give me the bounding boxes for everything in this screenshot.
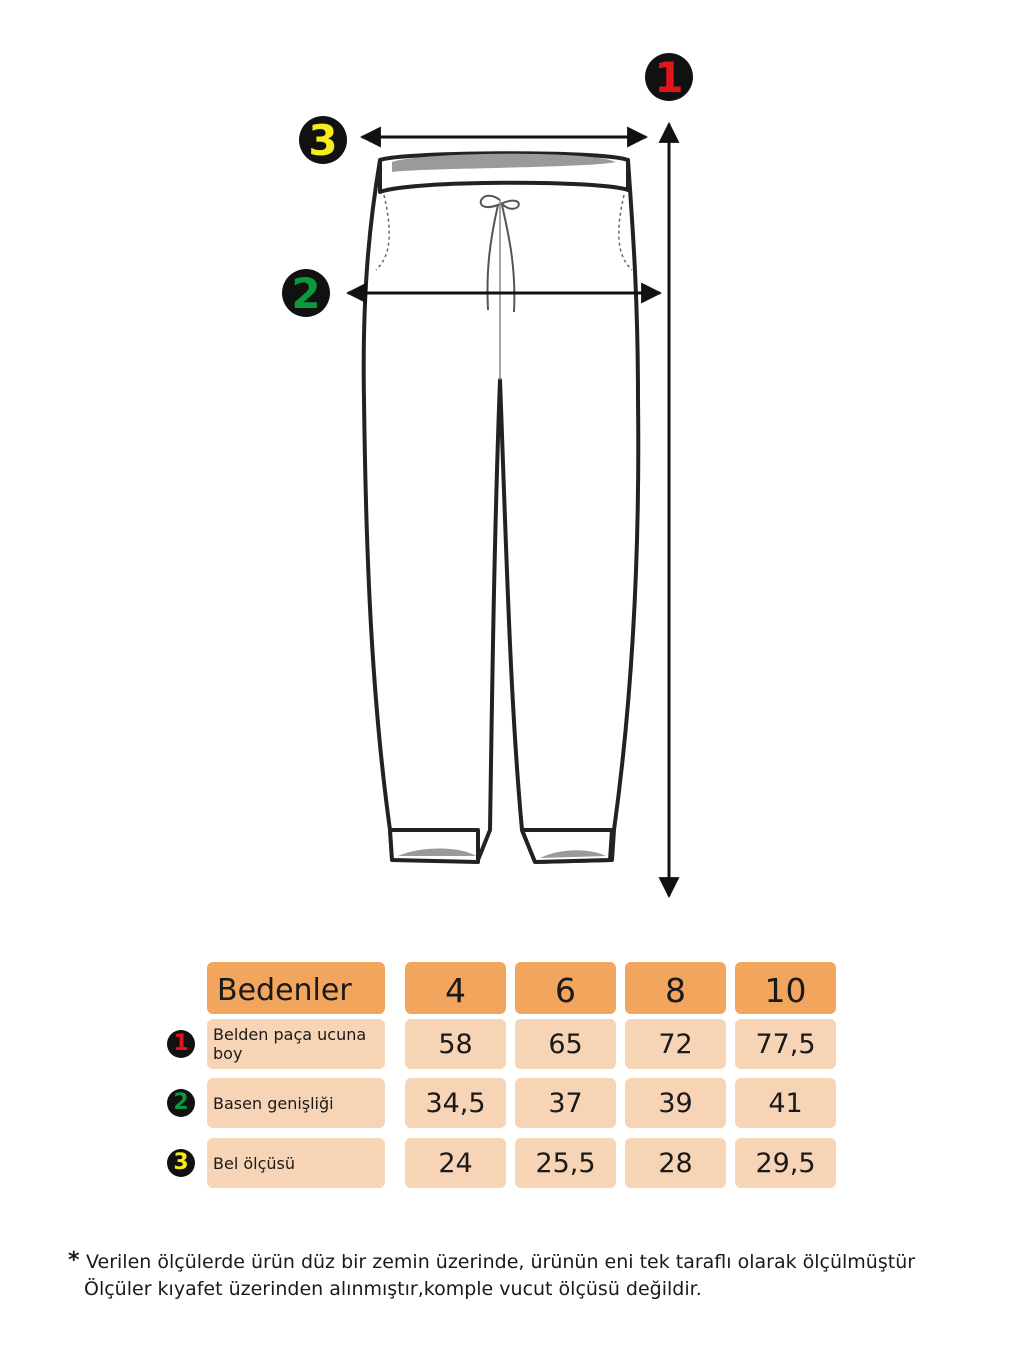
table-cell: 41 [735, 1078, 836, 1128]
table-cell: 65 [515, 1019, 616, 1069]
table-header-label: Bedenler [207, 962, 385, 1014]
row-2-label: Basen genişliği [207, 1078, 385, 1128]
marker-2-icon [282, 269, 330, 318]
size-10-header: 10 [735, 962, 836, 1014]
table-cell: 25,5 [515, 1138, 616, 1188]
row-2-marker-icon: 2 [167, 1089, 195, 1117]
pants-outline-icon [364, 153, 639, 862]
table-cell: 34,5 [405, 1078, 506, 1128]
table-cell: 29,5 [735, 1138, 836, 1188]
svg-text:1: 1 [654, 53, 684, 102]
row-1-label: Belden paça ucuna boy [207, 1019, 385, 1069]
marker-1-icon [645, 53, 693, 102]
row-3-label: Bel ölçüsü [207, 1138, 385, 1188]
size-4-header: 4 [405, 962, 506, 1014]
table-cell: 24 [405, 1138, 506, 1188]
size-8-header: 8 [625, 962, 726, 1014]
table-cell: 58 [405, 1019, 506, 1069]
footnote-star: * [68, 1248, 80, 1273]
table-cell: 72 [625, 1019, 726, 1069]
table-cell: 77,5 [735, 1019, 836, 1069]
size-6-header: 6 [515, 962, 616, 1014]
svg-text:3: 3 [308, 116, 338, 165]
footnote-line-2: Ölçüler kıyafet üzerinden alınmıştır,komple vucut ölçüsü değildir. [84, 1278, 702, 1300]
footnote-line-1: Verilen ölçülerde ürün düz bir zemin üzerinde, ürünün eni tek taraflı olarak ölçülmüştür [86, 1251, 916, 1273]
row-1-marker-icon: 1 [167, 1030, 195, 1058]
svg-text:2: 2 [291, 269, 321, 318]
table-cell: 37 [515, 1078, 616, 1128]
marker-3-icon [299, 116, 347, 165]
table-cell: 39 [625, 1078, 726, 1128]
row-3-marker-icon: 3 [167, 1149, 195, 1177]
table-cell: 28 [625, 1138, 726, 1188]
